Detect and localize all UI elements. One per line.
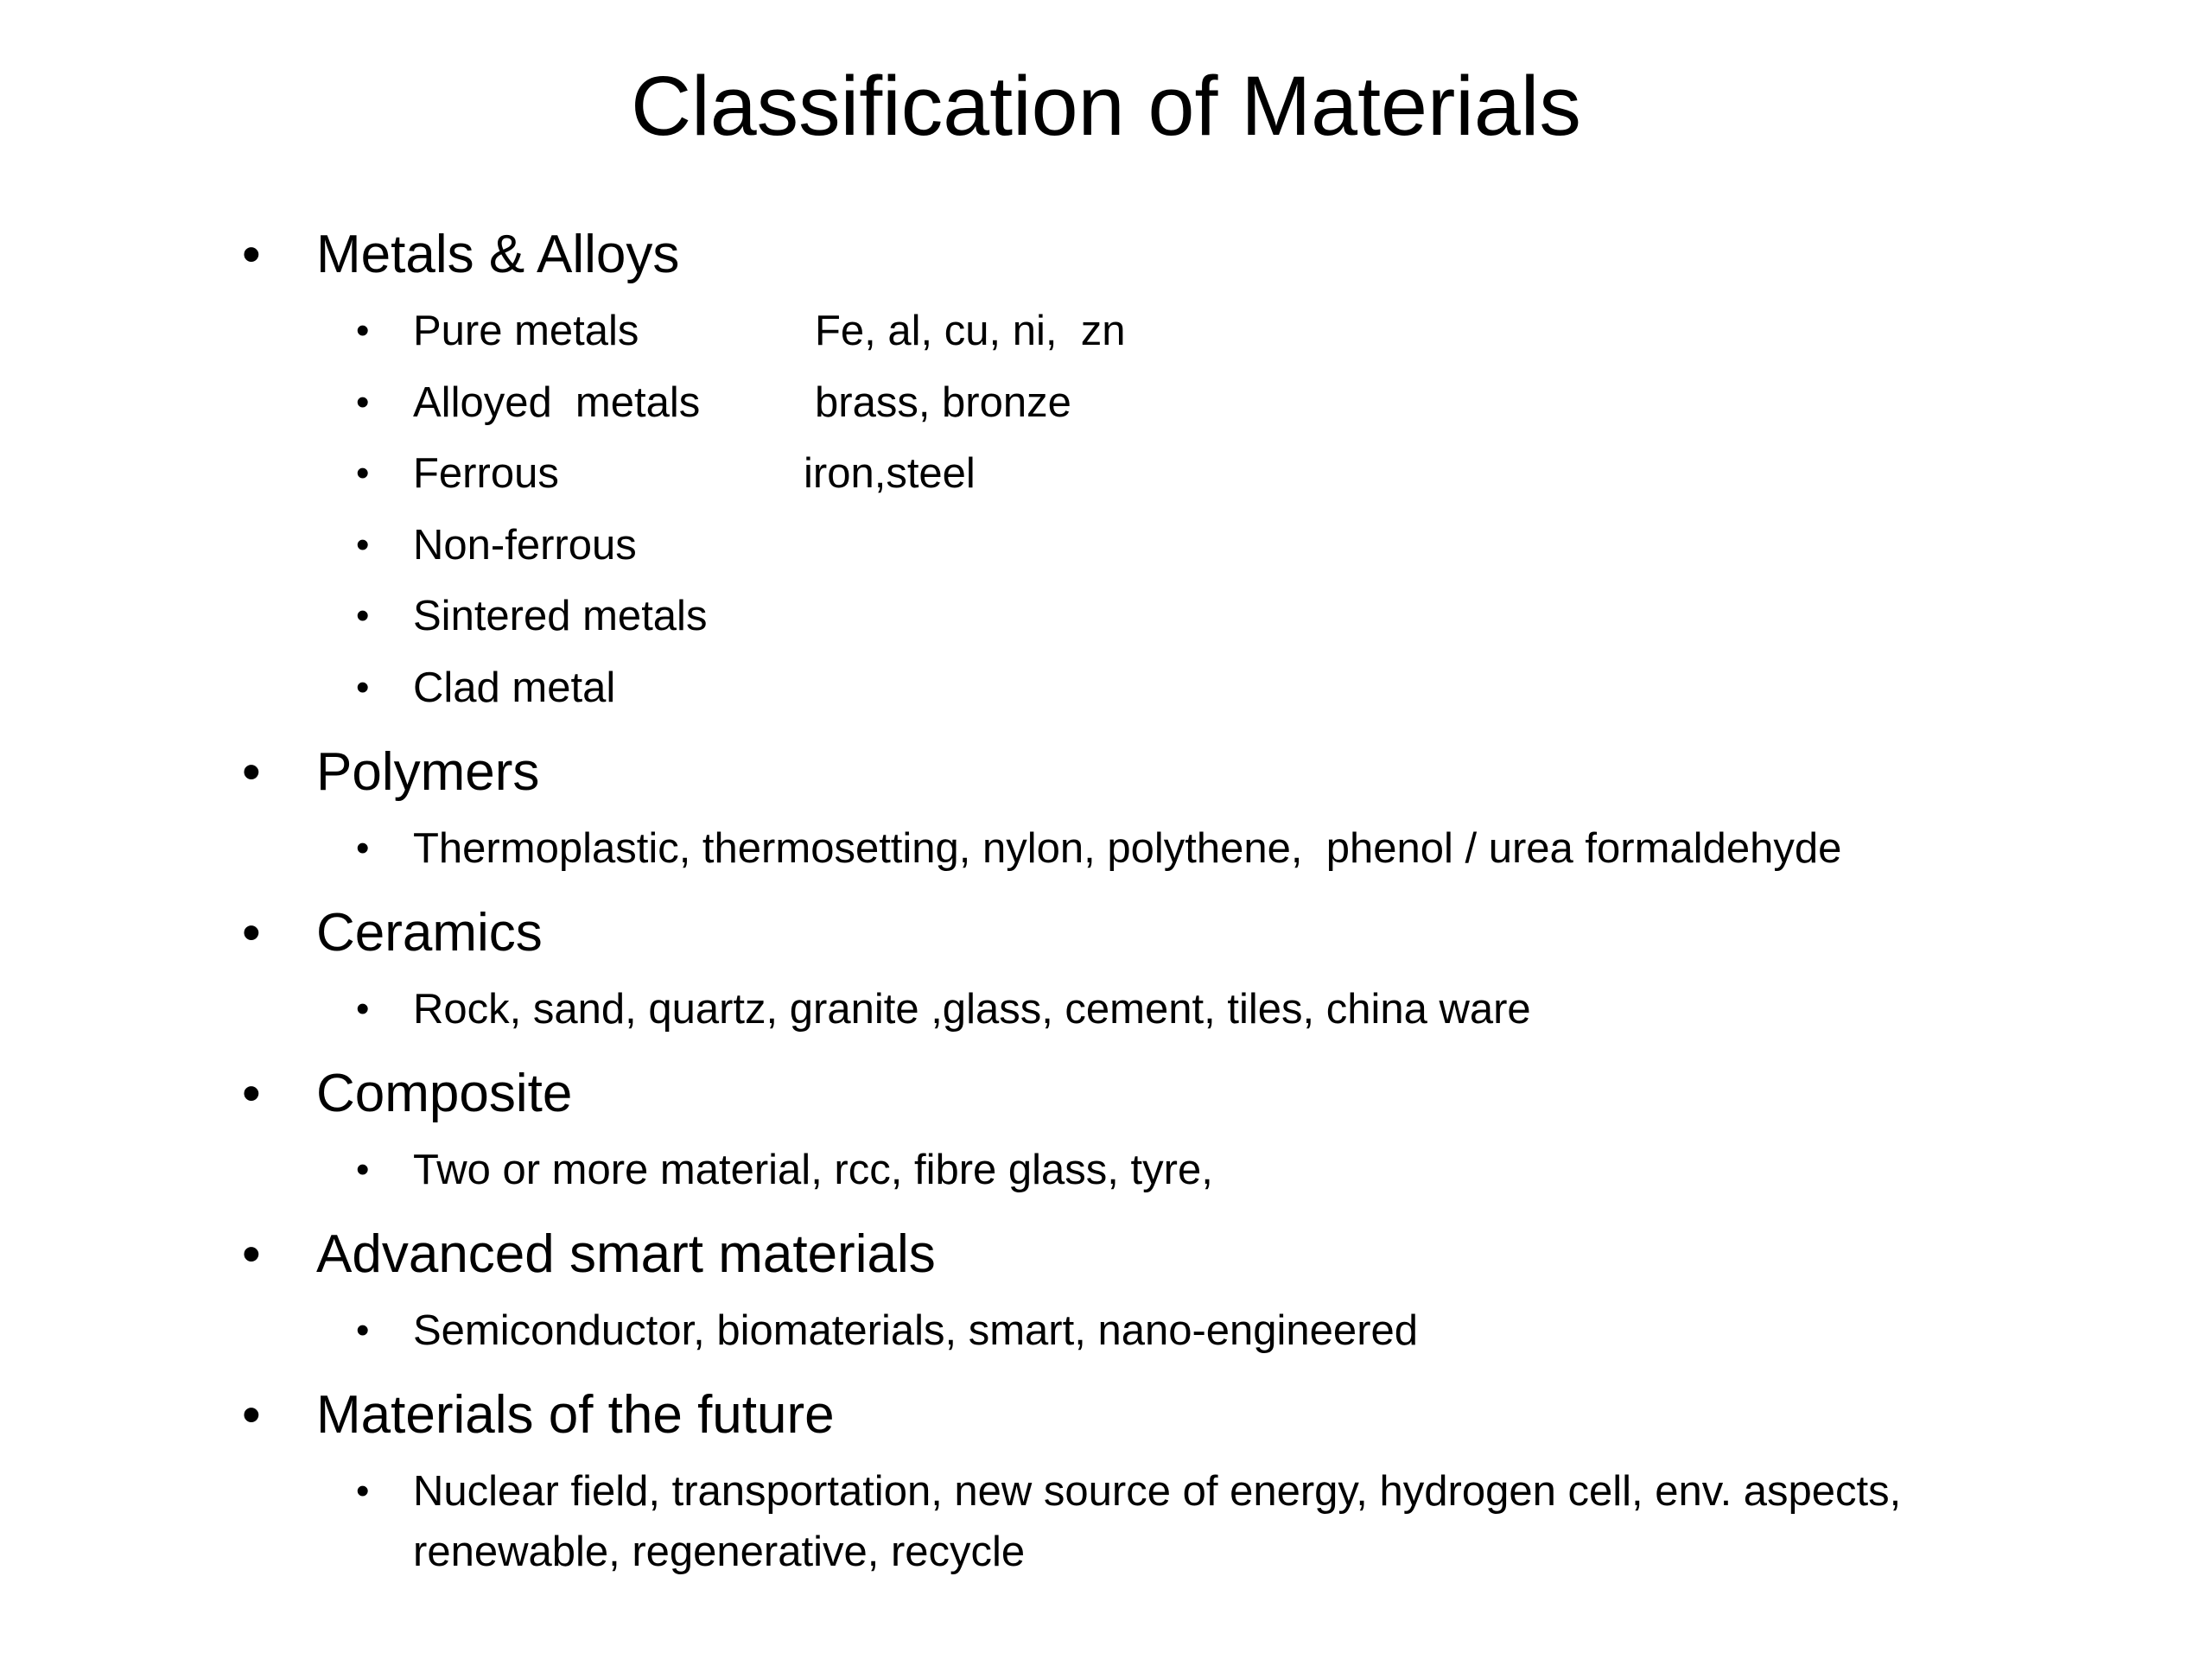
- item-term: Pure metals: [413, 308, 639, 354]
- bullet-icon: •: [356, 1309, 370, 1351]
- bullet-icon: •: [356, 452, 370, 494]
- section-heading: [240, 1214, 2098, 1295]
- heading-text: Polymers: [316, 742, 540, 802]
- item-text: Two or more material, rcc, fibre glass, tyre,: [413, 1147, 1213, 1193]
- item-term: Alloyed metals: [413, 378, 701, 426]
- list-item: [240, 296, 2098, 367]
- item-examples: iron,steel: [804, 450, 976, 497]
- bullet-icon: •: [356, 665, 370, 709]
- heading-text: Metals & Alloys: [316, 225, 680, 284]
- bullet-icon: •: [242, 225, 261, 284]
- list-item: [240, 974, 2098, 1045]
- bullet-icon: •: [242, 742, 261, 802]
- item-text: Semiconductor, biomaterials, smart, nano-engineered: [413, 1307, 1419, 1354]
- slide-title: Classification of Materials: [631, 59, 1581, 153]
- bullet-icon: •: [356, 827, 370, 869]
- bullet-icon: •: [356, 988, 370, 1030]
- item-examples: Fe, al, cu, ni, zn: [815, 308, 1126, 354]
- list-item: [240, 652, 2098, 724]
- heading-text: Materials of the future: [316, 1385, 835, 1445]
- section-heading: [240, 1053, 2098, 1135]
- bullet-icon: •: [242, 1224, 261, 1284]
- section-advanced-smart-materials: [240, 1214, 2098, 1366]
- list-item: [240, 1135, 2098, 1205]
- bullet-icon: •: [356, 1148, 370, 1191]
- bullet-icon: •: [356, 1470, 370, 1512]
- bullet-icon: •: [242, 903, 261, 963]
- section-heading: [240, 893, 2098, 974]
- item-term: Ferrous: [413, 450, 559, 497]
- section-composite: [240, 1053, 2098, 1205]
- bullet-icon: •: [356, 309, 370, 352]
- section-ceramics: [240, 893, 2098, 1045]
- section-polymers: [240, 732, 2098, 884]
- list-item: [240, 1456, 2098, 1587]
- item-term: Clad metal: [413, 664, 616, 711]
- bullet-list: [240, 214, 2098, 1587]
- section-heading: [240, 732, 2098, 813]
- section-heading: [240, 1375, 2098, 1456]
- heading-text: Ceramics: [316, 903, 543, 963]
- item-text: Nuclear field, transportation, new source of energy, hydrogen cell, env. aspects, renewable, regenerative, recycle: [413, 1468, 1902, 1575]
- list-item: [240, 581, 2098, 652]
- list-item: [240, 367, 2098, 439]
- bullet-icon: •: [242, 1064, 261, 1123]
- list-item: [240, 813, 2098, 884]
- section-heading: [240, 214, 2098, 296]
- bullet-icon: •: [356, 380, 370, 423]
- sub-list: [240, 296, 2098, 723]
- bullet-icon: •: [356, 523, 370, 566]
- item-term: Non-ferrous: [413, 521, 637, 569]
- item-examples: brass, bronze: [815, 378, 1071, 426]
- bullet-icon: •: [356, 594, 370, 637]
- list-item: [240, 438, 2098, 510]
- heading-text: Composite: [316, 1064, 573, 1123]
- section-metals-alloys: [240, 214, 2098, 723]
- list-item: [240, 510, 2098, 582]
- item-text: Rock, sand, quartz, granite ,glass, cement, tiles, china ware: [413, 986, 1531, 1033]
- bullet-icon: •: [242, 1385, 261, 1445]
- heading-text: Advanced smart materials: [316, 1224, 936, 1284]
- list-item: [240, 1295, 2098, 1366]
- item-term: Sintered metals: [413, 593, 708, 639]
- section-materials-of-the-future: [240, 1375, 2098, 1587]
- item-text: Thermoplastic, thermosetting, nylon, polythene, phenol / urea formaldehyde: [413, 825, 1842, 872]
